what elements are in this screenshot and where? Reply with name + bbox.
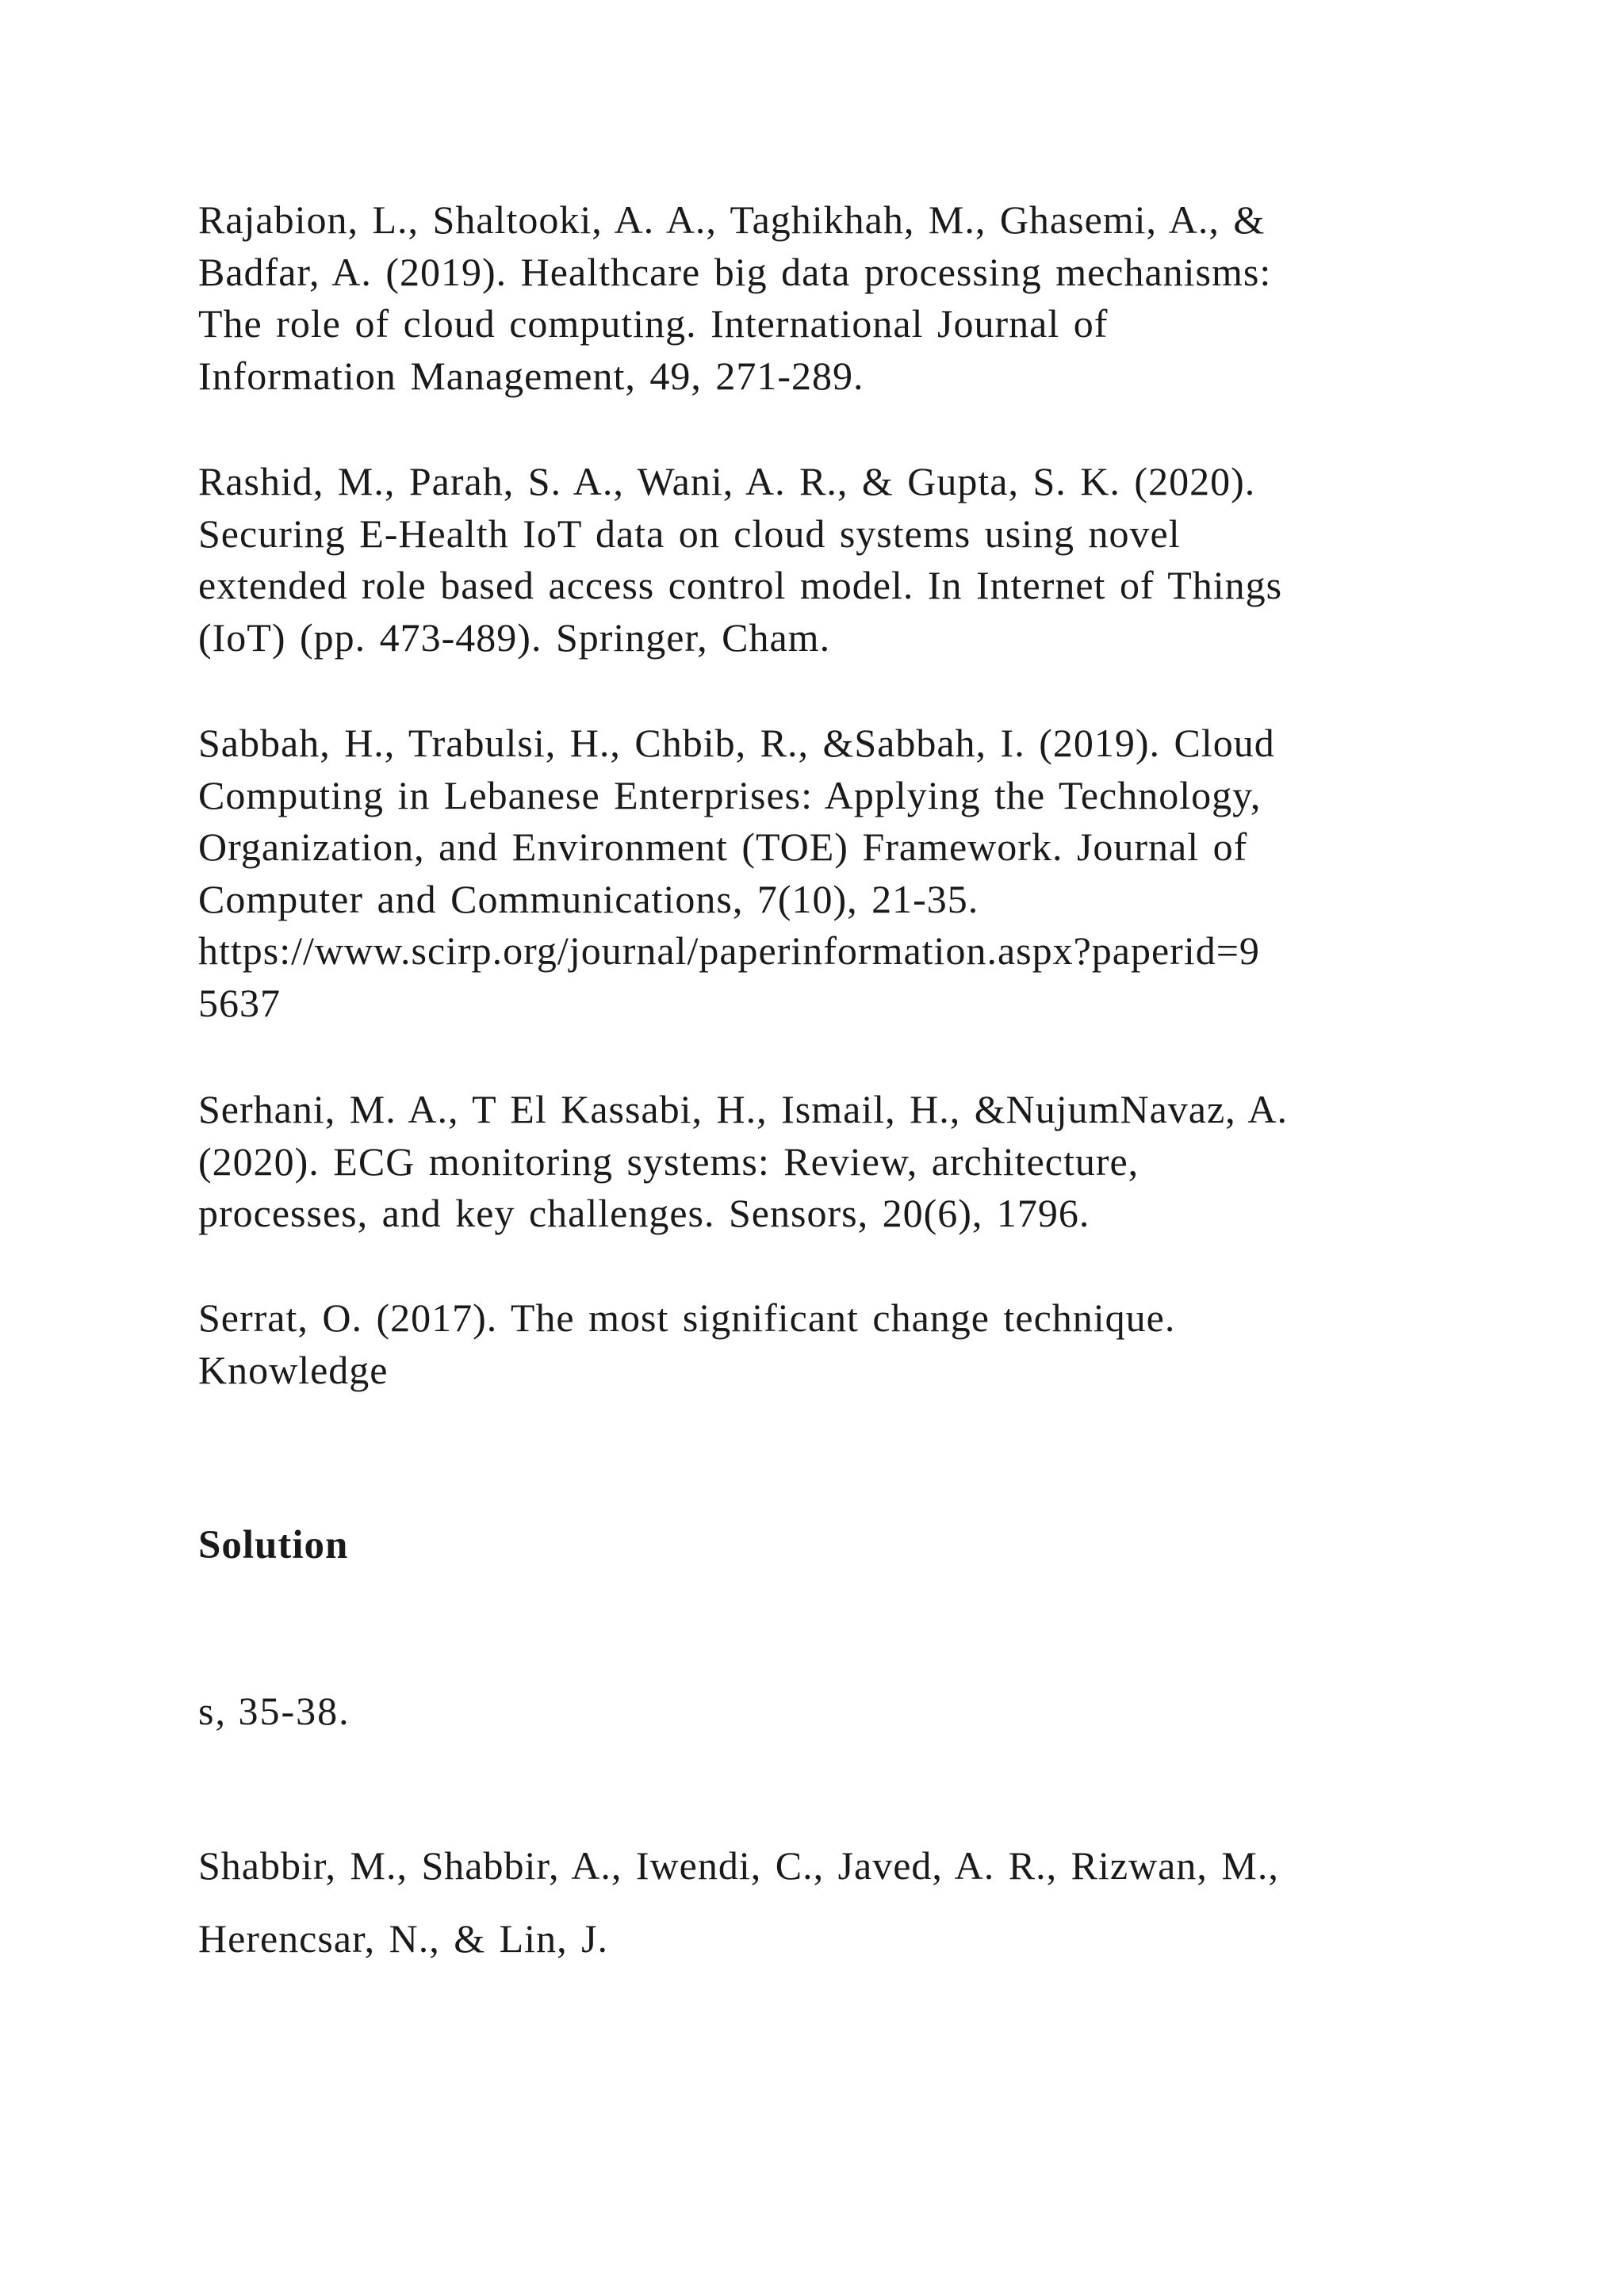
reference-fragment: s, 35-38. (198, 1689, 350, 1733)
reference-line: Computing in Lebanese Enterprises: Applying the Technology, (198, 772, 1262, 817)
reference-line: Badfar, A. (2019). Healthcare big data processing mechanisms: (198, 249, 1272, 294)
reference-line: (IoT) (pp. 473-489). Springer, Cham. (198, 614, 831, 660)
reference-line: Sabbah, H., Trabulsi, H., Chbib, R., &Sabbah, I. (2019). Cloud (198, 721, 1275, 765)
reference-line: processes, and key challenges. Sensors, 20(6), 1796. (198, 1191, 1090, 1235)
reference-shabbir (198, 1829, 1435, 1975)
reference-url-line: 5637 (198, 980, 281, 1025)
reference-line: extended role based access control model. In Internet of Things (198, 563, 1283, 607)
reference-serhani-2020 (198, 1084, 1435, 1240)
reference-line: Organization, and Environment (TOE) Framework. Journal of (198, 825, 1248, 869)
reference-line: Herencsar, N., & Lin, J. (198, 1916, 609, 1961)
reference-line: Serhani, M. A., T El Kassabi, H., Ismail, H., &NujumNavaz, A. (198, 1087, 1289, 1131)
reference-url-line: https://www.scirp.org/journal/paperinformation.aspx?paperid=9 (198, 928, 1260, 973)
reference-line: Shabbir, M., Shabbir, A., Iwendi, C., Javed, A. R., Rizwan, M., (198, 1843, 1279, 1888)
reference-line: Rajabion, L., Shaltooki, A. A., Taghikhah, M., Ghasemi, A., & (198, 197, 1266, 242)
reference-line: Securing E-Health IoT data on cloud systems using novel (198, 511, 1181, 556)
reference-line: Computer and Communications, 7(10), 21-35. (198, 876, 979, 921)
reference-line: Information Management, 49, 271-289. (198, 353, 864, 398)
reference-line: Knowledge (198, 1347, 389, 1392)
section-heading: Solution (198, 1523, 349, 1567)
reference-line: Serrat, O. (2017). The most significant change technique. (198, 1295, 1176, 1340)
reference-serrat-2017 (198, 1292, 1435, 1396)
reference-sabbah-2019 (198, 718, 1435, 1029)
reference-rajabion-2019 (198, 194, 1435, 402)
reference-line: (2020). ECG monitoring systems: Review, architecture, (198, 1138, 1139, 1184)
reference-line: Rashid, M., Parah, S. A., Wani, A. R., & Gupta, S. K. (2020). (198, 459, 1256, 503)
reference-rashid-2020 (198, 456, 1435, 664)
reference-line: The role of cloud computing. International Journal of (198, 301, 1109, 346)
